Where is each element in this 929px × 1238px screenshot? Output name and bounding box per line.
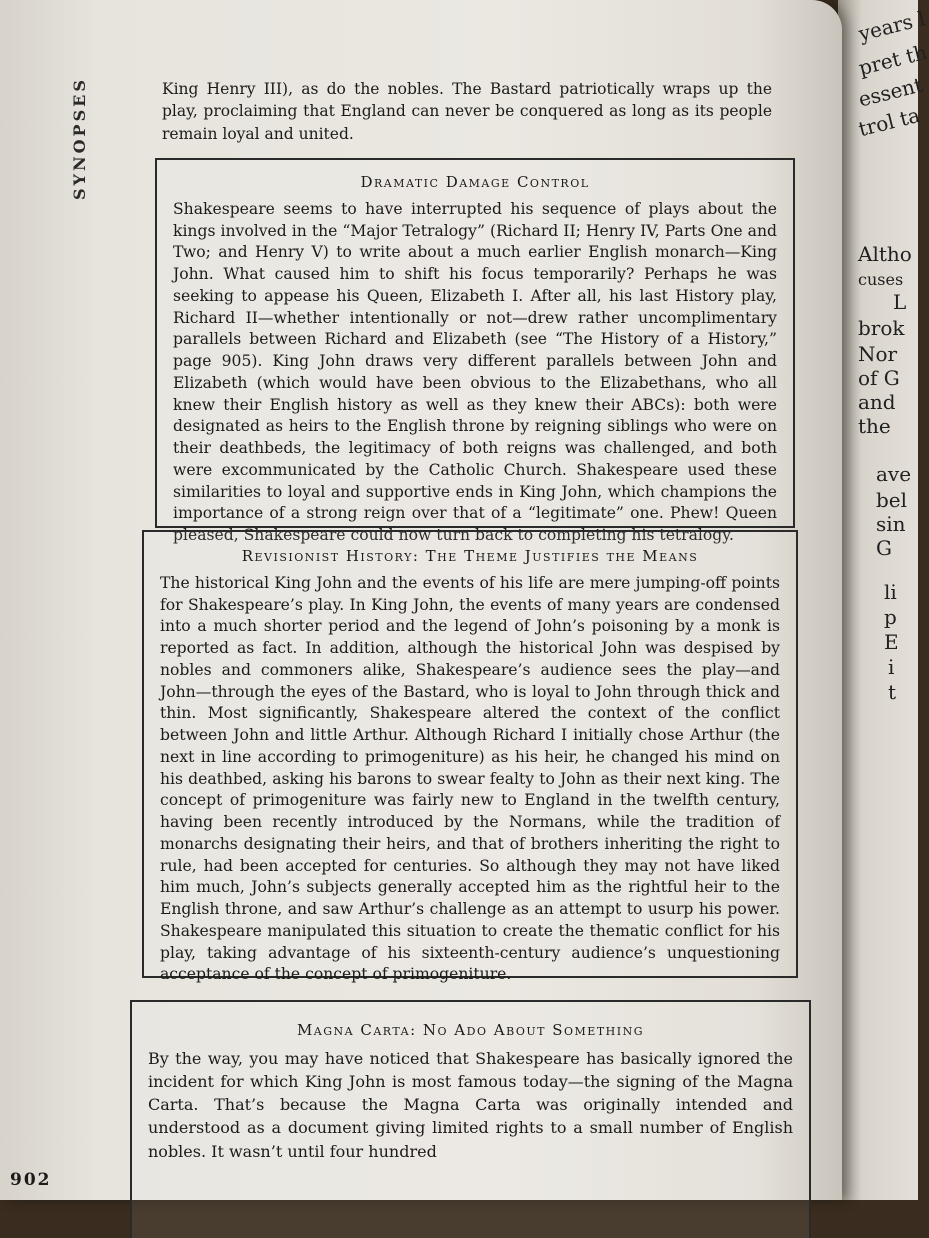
adjacent-fragment: essent bbox=[856, 72, 926, 112]
adjacent-fragment: Altho bbox=[858, 242, 912, 266]
adjacent-fragment: of G bbox=[858, 366, 900, 390]
box-body: The historical King John and the events of his life are mere jumping-off points for Shakespeare’s play. In King John, the events of many years are condensed into a much shorter period and the legend of John’s poisoning by a monk is reported as fact. In addition, although the historical John was despised by nobles and commoners alike, Shakespeare’s audience sees the play—and John—through the eyes of the Bastard, who is loyal to John through thick and thin. Most significantly, Shakespeare altered the context of the conflict between John and little Arthur. Although Richard I initially chose Arthur (the next in line according to primogeniture) as his heir, he changed his mind on his deathbed, asking his barons to swear fealty to John as their next king. The concept of primogeniture was fairly new to England in the twelfth century, having been recently introduced by the Normans, while the tradition of monarchs designating their heirs, and that of brothers inheriting the right to rule, had been accepted for centuries. So although they may not have liked him much, John’s subjects generally accepted him as the rightful heir to the English throne, and saw Arthur’s challenge as an attempt to usurp his power. Shakespeare manipulated this situation to create the thematic conflict for his play, taking advantage of his sixteenth-century audience’s unquestioning acceptance of the concept of primogeniture. bbox=[160, 573, 780, 984]
sidebar-box-damage-control bbox=[155, 158, 795, 545]
adjacent-fragment: brok bbox=[858, 316, 905, 340]
adjacent-fragment: trol ta bbox=[856, 102, 923, 142]
adjacent-fragment: Nor bbox=[858, 342, 898, 366]
adjacent-fragment: ave bbox=[876, 462, 912, 486]
sidebar-box-magna-carta bbox=[130, 1000, 811, 1238]
adjacent-fragment: years l bbox=[856, 6, 928, 46]
adjacent-fragment: and bbox=[858, 390, 896, 414]
box-title: Revisionist History: The Theme Justifies the Means bbox=[241, 547, 699, 565]
adjacent-fragment: i bbox=[888, 655, 895, 679]
adjacent-fragment: the bbox=[858, 414, 891, 438]
adjacent-fragment: t bbox=[888, 680, 897, 704]
adjacent-fragment: bel bbox=[876, 488, 908, 512]
sidebar-box-revisionist-history bbox=[142, 530, 798, 984]
box-title: Dramatic Damage Control bbox=[360, 173, 590, 191]
intro-paragraph: King Henry III), as do the nobles. The Bastard patriotically wraps up the play, proclaiming that England can never be conquered as long as its people remain loyal and united. bbox=[162, 80, 772, 143]
adjacent-page bbox=[838, 0, 929, 1200]
box-body: Shakespeare seems to have interrupted his sequence of plays about the kings involved in the “Major Tetralogy” (Richard II; Henry IV, Parts One and Two; and Henry V) to write about a much earlier English monarch—King John. What caused him to shift his focus temporarily? Perhaps he was seeking to appease his Queen, Elizabeth I. After all, his last History play, Richard II—whether intentionally or not—drew rather uncomplimentary parallels between Richard and Elizabeth (see “The History of a History,” page 905). King John draws very different parallels between John and Elizabeth (which would have been obvious to the Elizabethans, who all knew their English history as well as they knew their ABCs): both were designated as heirs to the English throne by reigning siblings who were on their deathbeds, the legitimacy of both reigns was challenged, and both were excommunicated by the Catholic Church. Shakespeare used these similarities to loyal and supportive ends in King John, which champions the importance of a strong reign over that of a “legitimate” one. Phew! Queen pleased, Shakespeare could now turn back to completing his tetralogy. bbox=[173, 199, 777, 545]
adjacent-fragment: E bbox=[884, 630, 899, 654]
adjacent-fragment: L bbox=[893, 290, 907, 314]
adjacent-fragment: pret th bbox=[856, 39, 929, 81]
adjacent-fragment: G bbox=[876, 536, 892, 560]
adjacent-fragment: li bbox=[884, 580, 897, 604]
running-head: SYNOPSES bbox=[70, 77, 89, 200]
page-number: 902 bbox=[10, 1170, 52, 1190]
adjacent-fragment: p bbox=[884, 605, 897, 629]
adjacent-fragment: sin bbox=[876, 512, 906, 536]
adjacent-fragment: cuses bbox=[858, 270, 904, 289]
box-title: Magna Carta: No Ado About Something bbox=[296, 1021, 645, 1039]
box-body: By the way, you may have noticed that Shakespeare has basically ignored the incident for which King John is most famous today—the signing of the Magna Carta. That’s because the Magna Carta was originally intended and understood as a document giving limited rights to a small number of English nobles. It wasn’t until four hundred bbox=[148, 1048, 793, 1161]
